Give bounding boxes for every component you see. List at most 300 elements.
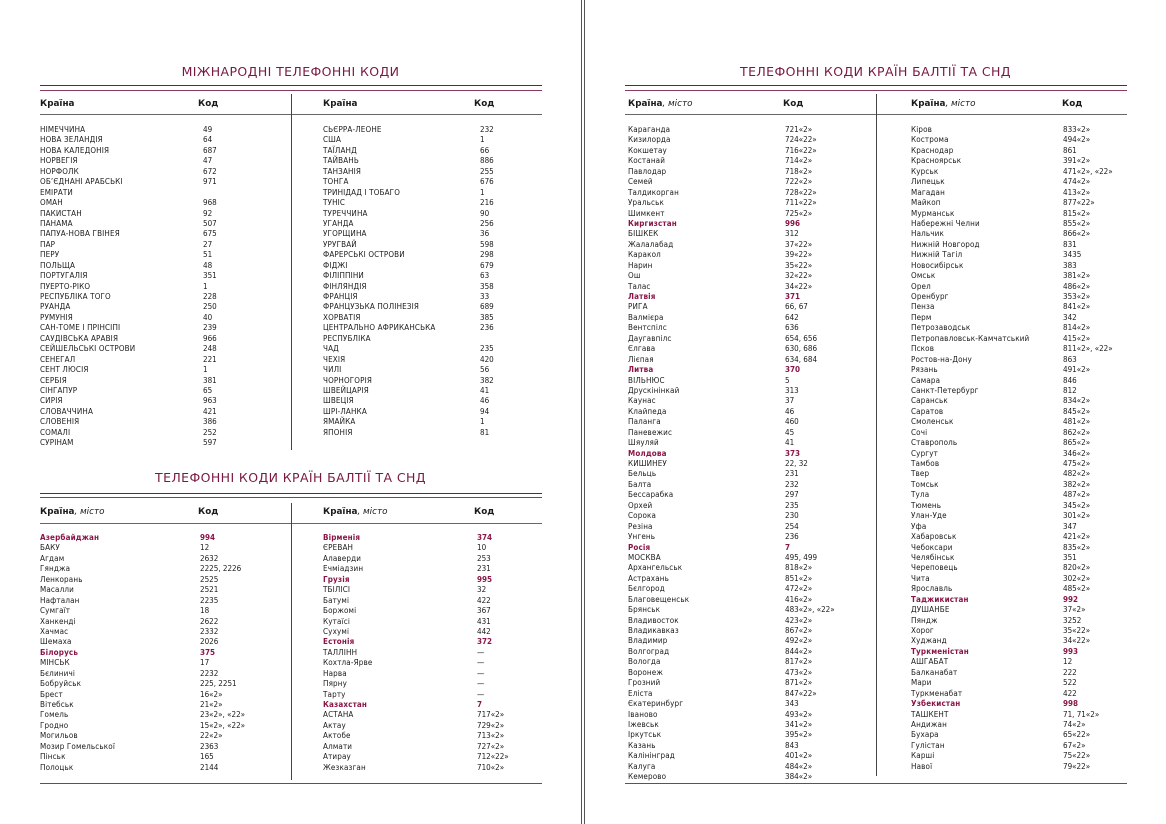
place-name: Казань — [628, 740, 656, 750]
place-name: Кокшетау — [628, 145, 667, 155]
dial-code: 343 — [785, 699, 799, 709]
dial-code: 7 — [785, 542, 791, 552]
dial-code: 381 — [203, 375, 217, 385]
place-name: Нальчик — [911, 229, 944, 239]
dial-code: 485«2» — [1063, 584, 1091, 594]
place-name: ПАКИСТАН — [40, 208, 82, 218]
place-name: Волгоград — [628, 646, 670, 656]
list-item — [40, 219, 280, 229]
list-item — [628, 616, 868, 626]
list-item — [628, 459, 868, 469]
list-item — [911, 250, 1121, 260]
list-item — [911, 626, 1121, 636]
place-name: Астрахань — [628, 573, 670, 583]
dial-code: 236 — [480, 323, 494, 333]
dial-code: 12 — [1063, 657, 1073, 667]
dial-code: 63 — [480, 271, 490, 281]
list-item — [628, 584, 868, 594]
list-item — [40, 355, 280, 365]
dial-code: 2235 — [200, 595, 219, 605]
list-item — [40, 323, 280, 333]
place-name: СЕНЕГАЛ — [40, 354, 76, 364]
dial-code: 37«22» — [785, 239, 813, 249]
list-item — [911, 710, 1121, 720]
dial-code: 253 — [477, 553, 491, 563]
list-item — [40, 250, 280, 260]
list-item — [323, 261, 533, 271]
dial-code: 74«2» — [1063, 719, 1086, 729]
list-item — [40, 302, 280, 312]
dial-code: 815«2» — [1063, 208, 1091, 218]
dial-code: 216 — [480, 198, 494, 208]
list-item — [40, 627, 280, 637]
list-item — [911, 135, 1121, 145]
dial-code: 46 — [480, 396, 490, 406]
dial-code: 834«2» — [1063, 396, 1091, 406]
dial-code: 48 — [203, 260, 213, 270]
country-name: Молдова — [628, 448, 667, 458]
place-name: Челябінськ — [911, 552, 955, 562]
place-name: Орхей — [628, 500, 653, 510]
place-name: Нижній Тагіл — [911, 250, 963, 260]
place-name: Еліста — [628, 688, 653, 698]
dial-code: 712«22» — [477, 752, 509, 762]
country-row — [323, 533, 533, 543]
place-name: Ставрополь — [911, 438, 958, 448]
place-name: Брест — [40, 689, 63, 699]
place-name: НОВА КАЛЕДОНІЯ — [40, 145, 110, 155]
list-item — [911, 396, 1121, 406]
list-item — [323, 209, 533, 219]
list-item — [911, 553, 1121, 563]
dial-code: 382«2» — [1063, 479, 1091, 489]
place-name: Друскінінкай — [628, 385, 680, 395]
place-name: МОСКВА — [628, 552, 661, 562]
place-name: Карші — [911, 751, 935, 761]
list-item — [323, 690, 533, 700]
place-name: Ленкорань — [40, 574, 83, 584]
list-item — [628, 751, 868, 761]
list-item — [323, 596, 533, 606]
dial-code: 675 — [203, 229, 217, 239]
place-name: Санкт-Петербург — [911, 385, 979, 395]
dial-code: 727«2» — [477, 741, 505, 751]
dial-code: 597 — [203, 438, 217, 448]
list-item — [628, 699, 868, 709]
dial-code: 370 — [785, 365, 801, 375]
dial-code: 2026 — [200, 637, 219, 647]
place-name: НОВА ЗЕЛАНДІЯ — [40, 135, 103, 145]
list-item — [40, 386, 280, 396]
place-name: ДУШАНБЕ — [911, 605, 950, 615]
cis-codes-title-right: ТЕЛЕФОННІ КОДИ КРАЇН БАЛТІЇ ТА СНД — [740, 64, 1011, 79]
list-item — [911, 344, 1121, 354]
dial-code: 421«2» — [1063, 532, 1091, 542]
list-item — [40, 585, 280, 595]
country-row — [911, 647, 1121, 657]
place-name: Алаверди — [323, 553, 362, 563]
dial-code: 687 — [203, 145, 217, 155]
dial-code: 494«2» — [1063, 135, 1091, 145]
place-name: Воронеж — [628, 667, 663, 677]
dial-code: 833«2» — [1063, 125, 1091, 134]
place-name: СЕРБІЯ — [40, 375, 67, 385]
list-item — [911, 668, 1121, 678]
title-rule-2 — [40, 90, 542, 91]
place-name: Пяндж — [911, 615, 938, 625]
dial-code: 353«2» — [1063, 292, 1091, 301]
right-column-divider — [876, 94, 877, 776]
list-item — [40, 690, 280, 700]
dial-code: 27 — [203, 239, 213, 249]
place-name: Нафталан — [40, 595, 80, 605]
list-item — [911, 636, 1121, 646]
list-item — [911, 584, 1121, 594]
dial-code: 225, 2251 — [200, 679, 237, 689]
place-name: Атирау — [323, 752, 351, 762]
dial-code: 12 — [200, 543, 210, 553]
dial-code: 17 — [200, 658, 210, 668]
dial-code: 654, 656 — [785, 333, 818, 343]
list-item — [40, 700, 280, 710]
list-item — [323, 742, 533, 752]
list-item — [323, 386, 533, 396]
list-item — [628, 417, 868, 427]
dial-code: 473«2» — [785, 667, 813, 677]
dial-code: 5 — [785, 375, 790, 385]
dial-code: 729«2» — [477, 720, 505, 730]
dial-code: 254 — [785, 521, 799, 531]
place-name: Навої — [911, 761, 933, 771]
dial-code: 831 — [1063, 239, 1077, 249]
dial-code: 40 — [203, 312, 213, 322]
list-item — [628, 250, 868, 260]
dial-code: 34«22» — [785, 281, 813, 291]
list-item — [40, 543, 280, 553]
cis-header-code: Код — [198, 507, 219, 517]
dial-code: 7 — [477, 700, 483, 709]
list-item — [628, 710, 868, 720]
dial-code: 401«2» — [785, 751, 813, 761]
right-title-rule — [625, 85, 1127, 86]
country-row — [40, 648, 280, 658]
country-row — [323, 637, 533, 647]
list-item — [40, 135, 280, 145]
place-name: Омськ — [911, 271, 936, 281]
dial-code: 814«2» — [1063, 323, 1091, 333]
dial-code: 232 — [785, 479, 799, 489]
place-name: СЛОВЕНІЯ — [40, 417, 80, 427]
dial-code: 724«22» — [785, 135, 817, 145]
place-name: ПОЛЬЩА — [40, 260, 76, 270]
place-name: Бельць — [628, 469, 657, 479]
list-item — [40, 679, 280, 689]
place-name: Чита — [911, 573, 930, 583]
list-item — [323, 240, 533, 250]
list-item — [911, 240, 1121, 250]
dial-code: 996 — [785, 218, 801, 228]
dial-code: 474«2» — [1063, 177, 1091, 187]
country-name: Росія — [628, 542, 651, 552]
list-item — [628, 344, 868, 354]
right-header-country: Країна, місто — [628, 99, 693, 109]
place-name: СІНГАПУР — [40, 385, 78, 395]
place-name: ТРИНІДАД І ТОБАГО — [323, 187, 401, 197]
dial-code: — — [477, 668, 485, 678]
dial-code: 22«2» — [200, 731, 223, 741]
dial-code: 65«22» — [1063, 730, 1091, 740]
cis-list-col1 — [40, 533, 280, 773]
list-item — [40, 240, 280, 250]
list-item — [911, 407, 1121, 417]
dial-code: 689 — [480, 302, 494, 312]
dial-code: 367 — [477, 606, 491, 616]
dial-code: 877«22» — [1063, 198, 1095, 208]
list-item — [40, 271, 280, 281]
place-name: ЯМАЙКА — [323, 417, 356, 427]
place-name: ЧЕХІЯ — [323, 354, 346, 364]
dial-code: 37«2» — [1063, 605, 1086, 615]
list-item — [40, 334, 280, 344]
list-item — [628, 605, 868, 615]
place-name: ТБІЛІСІ — [323, 585, 351, 595]
list-item — [628, 323, 868, 333]
list-item — [628, 480, 868, 490]
place-name: Саранськ — [911, 396, 948, 406]
list-item — [40, 188, 280, 198]
list-item — [323, 376, 533, 386]
dial-code: 851«2» — [785, 573, 813, 583]
list-item — [40, 344, 280, 354]
place-name: Кизилорда — [628, 135, 671, 145]
place-name: ТАНЗАНІЯ — [323, 166, 362, 176]
list-item — [628, 209, 868, 219]
place-name: Актобе — [323, 731, 351, 741]
list-item — [323, 417, 533, 427]
dial-code: 844«2» — [785, 646, 813, 656]
list-item — [911, 198, 1121, 208]
list-item — [40, 721, 280, 731]
dial-code: 413«2» — [1063, 187, 1091, 197]
place-name: Ростов-на-Дону — [911, 354, 972, 364]
dial-code: 56 — [480, 365, 490, 375]
place-name: Тамбов — [911, 459, 940, 468]
list-item — [911, 302, 1121, 312]
list-item — [323, 679, 533, 689]
list-item — [628, 146, 868, 156]
place-name: Сочі — [911, 427, 928, 437]
place-name: МІНСЬК — [40, 658, 70, 668]
place-name: Новосибірськ — [911, 260, 964, 270]
dial-code: 46 — [785, 406, 795, 416]
dial-code: 231 — [785, 469, 799, 479]
dial-code: 351 — [203, 271, 217, 281]
place-name: РЕСПУБЛІКА ТОГО — [40, 292, 111, 301]
list-item — [628, 647, 868, 657]
place-name: Іваново — [628, 709, 658, 719]
place-name: СЕЙШЕЛЬСЬКІ ОСТРОВИ — [40, 344, 136, 354]
dial-code: 2521 — [200, 585, 219, 595]
place-name: Калінінград — [628, 751, 675, 761]
cis-column-divider — [291, 503, 292, 780]
country-name: Таджикистан — [911, 594, 969, 604]
dial-code: 722«2» — [785, 177, 813, 187]
dial-code: 301«2» — [1063, 511, 1091, 521]
list-item — [628, 135, 868, 145]
list-item — [628, 355, 868, 365]
list-item — [628, 469, 868, 479]
dial-code: 358 — [480, 281, 494, 291]
list-item — [628, 302, 868, 312]
dial-code: 255 — [480, 166, 494, 176]
place-name: ПАР — [40, 239, 56, 249]
place-name: Псков — [911, 344, 935, 354]
list-item — [628, 626, 868, 636]
place-name: Семей — [628, 177, 653, 187]
list-item — [323, 554, 533, 564]
dial-code: 371 — [785, 292, 801, 301]
list-item — [628, 522, 868, 532]
dial-code: 345«2» — [1063, 500, 1091, 510]
dial-code: 235 — [785, 500, 799, 510]
list-item — [628, 240, 868, 250]
place-name: Твер — [911, 469, 930, 479]
place-name: Актау — [323, 720, 346, 730]
place-name: Сорока — [628, 511, 657, 521]
dial-code: 2232 — [200, 668, 219, 678]
place-name: ТАЙВАНЬ — [323, 156, 359, 166]
place-name: ШРІ-ЛАНКА — [323, 406, 367, 416]
place-name: Красноярськ — [911, 156, 962, 166]
dial-code: 487«2» — [1063, 490, 1091, 500]
dial-code: 422 — [477, 595, 491, 605]
place-name: Ечміадзин — [323, 564, 364, 574]
list-item — [40, 209, 280, 219]
place-name: Масалли — [40, 585, 74, 595]
dial-code: 630, 686 — [785, 344, 818, 354]
place-name: Владимир — [628, 636, 668, 646]
list-item — [323, 282, 533, 292]
list-item — [628, 678, 868, 688]
place-name: Набережні Челни — [911, 218, 980, 228]
right-list-col1 — [628, 125, 868, 783]
place-name: Бухара — [911, 730, 939, 740]
list-item — [323, 323, 533, 333]
dial-code: 347 — [1063, 521, 1077, 531]
dial-code: 431 — [477, 616, 491, 626]
list-item — [323, 669, 533, 679]
dial-code: 817«2» — [785, 657, 813, 667]
dial-code: 968 — [203, 198, 217, 208]
list-item — [323, 177, 533, 187]
place-name: РУМУНІЯ — [40, 312, 73, 322]
list-item — [911, 146, 1121, 156]
dial-code: 718«2» — [785, 166, 813, 176]
dial-code: 1 — [203, 281, 208, 291]
place-name: КИШИНЕУ — [628, 459, 667, 468]
place-name: Могильов — [40, 731, 78, 741]
list-item — [628, 730, 868, 740]
place-name: ФРАНЦУЗЬКА ПОЛІНЕЗІЯ — [323, 302, 420, 312]
country-row — [323, 700, 533, 710]
list-item — [628, 407, 868, 417]
place-name: Калуга — [628, 761, 656, 771]
list-item — [628, 511, 868, 521]
dial-code: 45 — [785, 427, 795, 437]
place-name: Хабаровськ — [911, 532, 957, 542]
list-item — [911, 480, 1121, 490]
place-name: Вентспілс — [628, 323, 667, 333]
list-item — [911, 741, 1121, 751]
list-item — [911, 386, 1121, 396]
list-item — [628, 386, 868, 396]
dial-code: 963 — [203, 396, 217, 406]
list-item — [911, 751, 1121, 761]
dial-code: 971 — [203, 177, 217, 187]
place-name: САУДІВСЬКА АРАВІЯ — [40, 333, 119, 343]
list-item — [323, 250, 533, 260]
dial-code: 395«2» — [785, 730, 813, 740]
dial-code: 250 — [203, 302, 217, 312]
dial-code: 634, 684 — [785, 354, 818, 364]
place-name: СЕНТ ЛЮСІЯ — [40, 365, 89, 375]
place-name: Ханкенді — [40, 616, 76, 626]
place-name: ТУРЕЧЧИНА — [323, 208, 368, 218]
list-item — [40, 292, 280, 302]
place-name: Бессарабка — [628, 490, 674, 500]
dial-code: 391«2» — [1063, 156, 1091, 166]
place-name: Вологда — [628, 657, 661, 667]
dial-code: 475«2» — [1063, 459, 1091, 468]
dial-code: 2225, 2226 — [200, 564, 242, 574]
place-name: Перм — [911, 312, 932, 322]
dial-code: 71, 71«2» — [1063, 709, 1100, 719]
place-name: Даугавпілс — [628, 333, 672, 343]
place-name: Грозний — [628, 678, 661, 688]
place-name: Мозир Гомельської — [40, 741, 115, 751]
place-name: Хачмас — [40, 626, 69, 636]
country-name: Казахстан — [323, 700, 368, 709]
list-item — [911, 428, 1121, 438]
dial-code: 386 — [203, 417, 217, 427]
list-item — [323, 721, 533, 731]
list-item — [628, 772, 868, 782]
place-name: Кіров — [911, 125, 933, 134]
place-name: УГОРЩИНА — [323, 229, 367, 239]
place-name: Мари — [911, 678, 932, 688]
dial-code: 676 — [480, 177, 494, 187]
place-name: ЯПОНІЯ — [323, 427, 353, 437]
list-item — [323, 198, 533, 208]
dial-code: 716«22» — [785, 145, 817, 155]
dial-code: 2144 — [200, 762, 219, 772]
dial-code: 442 — [477, 626, 491, 636]
dial-code: 416«2» — [785, 594, 813, 604]
list-item — [40, 763, 280, 773]
place-name: Гродно — [40, 720, 69, 730]
place-name: СЛОВАЧЧИНА — [40, 406, 94, 416]
dial-code: 236 — [785, 532, 799, 542]
place-name: Паневежис — [628, 427, 673, 437]
place-name: СУРІНАМ — [40, 438, 74, 448]
dial-code: 21«2» — [200, 700, 223, 709]
country-row — [911, 699, 1121, 709]
list-item — [40, 156, 280, 166]
list-item — [911, 313, 1121, 323]
list-item — [40, 428, 280, 438]
place-name: Гулістан — [911, 740, 945, 750]
list-item — [911, 501, 1121, 511]
